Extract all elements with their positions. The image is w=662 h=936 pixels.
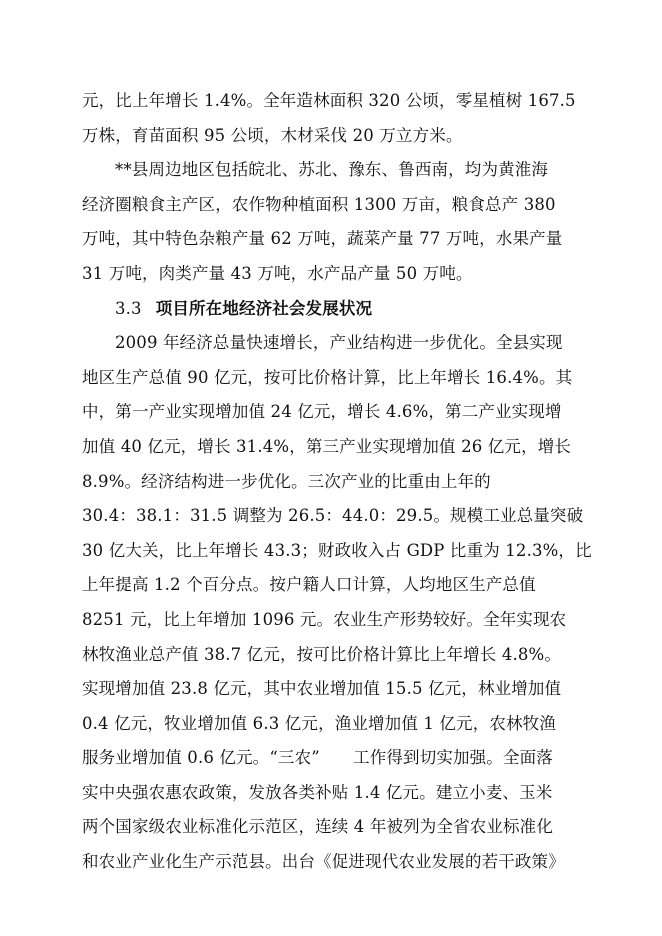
text-line: 实现增加值 23.8 亿元，其中农业增加值 15.5 亿元，林业增加值 xyxy=(82,679,562,699)
section-number: 3.3 xyxy=(115,298,142,318)
text-line: 31 万吨，肉类产量 43 万吨，水产品产量 50 万吨。 xyxy=(82,263,473,283)
paragraph-surrounding-region xyxy=(82,153,592,291)
text-line: 两个国家级农业标准化示范区，连续 4 年被列为全省农业标准化 xyxy=(82,817,553,837)
text-line: 地区生产总值 90 亿元，按可比价格计算，比上年增长 16.4%。其 xyxy=(82,367,573,387)
document-page xyxy=(82,84,592,880)
text-line: 万吨，其中特色杂粮产量 62 万吨，蔬菜产量 77 万吨，水果产量 xyxy=(82,229,563,249)
paragraph-forestry xyxy=(82,84,592,153)
text-line: 上年提高 1.2 个百分点。按户籍人口计算，人均地区生产总值 xyxy=(82,575,536,595)
text-line: 8251 元，比上年增加 1096 元。农业生产形势较好。全年实现农 xyxy=(82,609,567,629)
text-line: 0.4 亿元，牧业增加值 6.3 亿元，渔业增加值 1 亿元，农林牧渔 xyxy=(82,713,556,733)
text-line: 经济圈粮食主产区，农作物种植面积 1300 万亩，粮食总产 380 xyxy=(82,194,556,214)
text-line: 30.4：38.1：31.5 调整为 26.5：44.0：29.5。规模工业总量突破 xyxy=(82,506,584,526)
text-line: 8.9%。经济结构进一步优化。三次产业的比重由上年的 xyxy=(82,471,491,491)
text-line: 万株，育苗面积 95 公顷，木材采伐 20 万立方米。 xyxy=(82,125,463,145)
text-line: 服务业增加值 0.6 亿元。“三农” 工作得到切实加强。全面落 xyxy=(82,748,553,768)
text-line: 元，比上年增长 1.4%。全年造林面积 320 公顷，零星植树 167.5 xyxy=(82,91,576,110)
text-line: 加值 40 亿元，增长 31.4%，第三产业实现增加值 26 亿元，增长 xyxy=(82,436,572,456)
text-line: 林牧渔业总产值 38.7 亿元，按可比价格计算比上年增长 4.8%。 xyxy=(82,644,561,664)
text-line: 中，第一产业实现增加值 24 亿元，增长 4.6%，第二产业实现增 xyxy=(82,402,562,422)
section-heading xyxy=(82,292,592,327)
text-line: 实中央强农惠农政策，发放各类补贴 1.4 亿元。建立小麦、玉米 xyxy=(82,782,553,802)
text-line: **县周边地区包括皖北、苏北、豫东、鲁西南，均为黄淮海 xyxy=(115,160,549,180)
text-line: 30 亿大关，比上年增长 43.3；财政收入占 GDP 比重为 12.3%，比 xyxy=(82,540,592,560)
section-title: 项目所在地经济社会发展状况 xyxy=(155,298,373,318)
paragraph-economy xyxy=(82,326,592,880)
text-line: 和农业产业化生产示范县。出台《促进现代农业发展的若干政策》 xyxy=(82,852,565,872)
text-line: 2009 年经济总量快速增长，产业结构进一步优化。全县实现 xyxy=(115,333,563,353)
